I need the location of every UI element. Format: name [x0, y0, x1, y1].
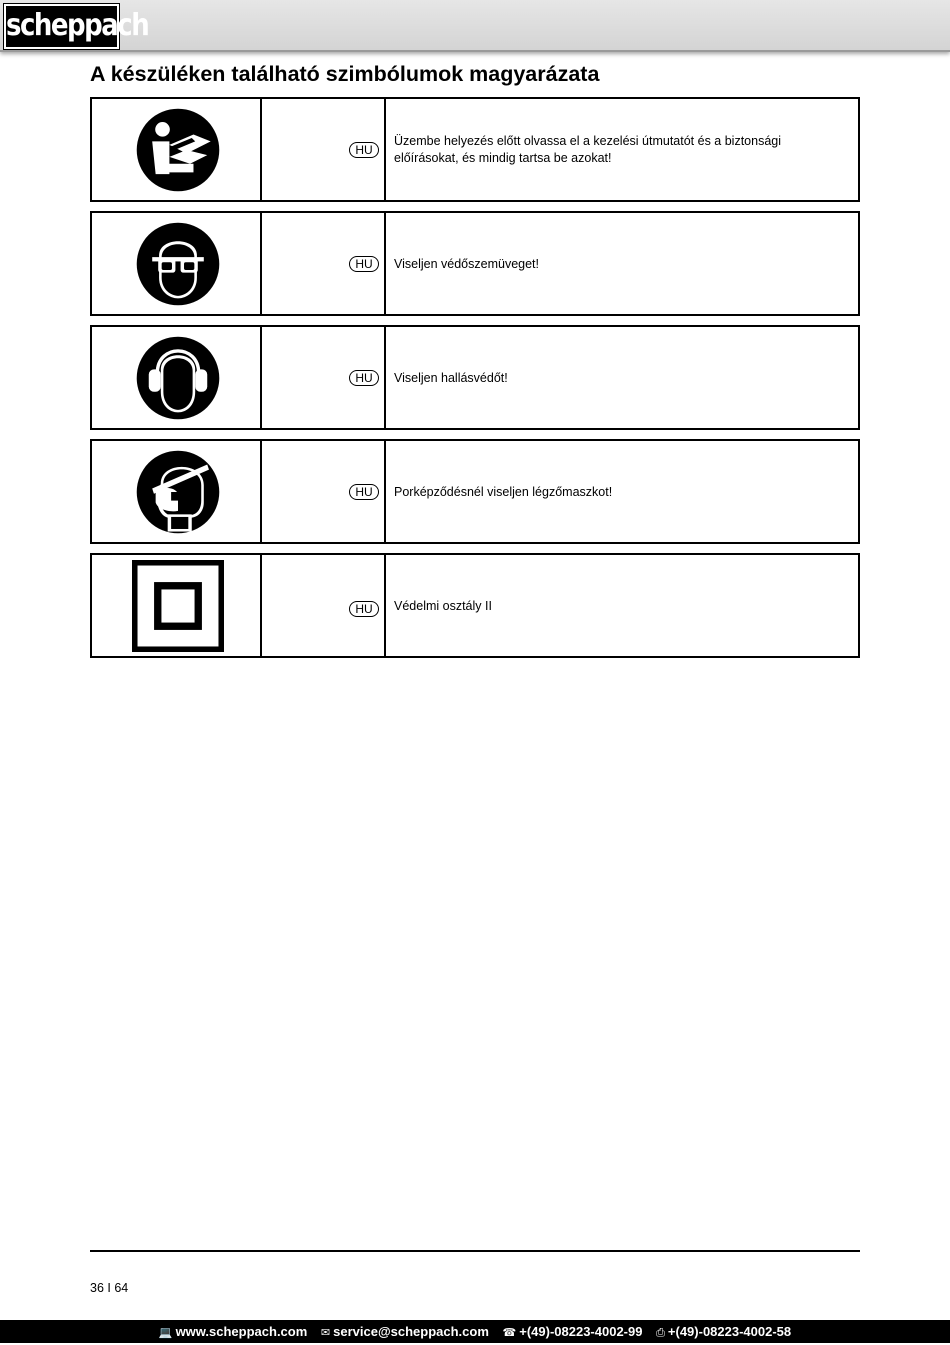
symbol-row-ear-protection — [90, 325, 860, 430]
language-badge: HU — [349, 142, 379, 158]
symbol-description: Viseljen hallásvédőt! — [394, 371, 508, 385]
symbol-description: Viseljen védőszemüveget! — [394, 257, 539, 271]
respirator-mask-icon — [135, 449, 221, 535]
symbol-description: Porképződésnél viseljen légzőmaszkot! — [394, 485, 613, 499]
computer-icon: 💻 — [158, 1327, 173, 1339]
symbol-row-safety-goggles — [90, 211, 860, 316]
language-badge: HU — [349, 256, 379, 272]
email-link[interactable]: service@scheppach.com — [333, 1324, 489, 1339]
brand-logo: scheppach — [4, 4, 119, 49]
protection-class-ii-icon — [132, 560, 224, 652]
contact-footer — [0, 1320, 950, 1343]
ear-protection-icon — [135, 335, 221, 421]
fax-icon: ⎙ — [656, 1327, 665, 1339]
symbol-description: Üzembe helyezés előtt olvassa el a kezelési útmutatót és a biztonsági előírásokat, és mindig tartsa be azokat! — [394, 134, 782, 165]
website-link[interactable]: www.scheppach.com — [175, 1324, 308, 1339]
symbol-row-protection-class — [90, 553, 860, 658]
fax-number: +(49)-08223-4002-58 — [667, 1324, 792, 1339]
read-manual-icon — [135, 107, 221, 193]
symbol-description: Védelmi osztály II — [394, 599, 492, 613]
language-badge: HU — [349, 601, 379, 617]
safety-goggles-icon — [135, 221, 221, 307]
page-title: A készüléken található szimbólumok magyarázata — [90, 62, 600, 86]
symbol-row-respirator-mask — [90, 439, 860, 544]
phone-icon: ☎ — [502, 1327, 517, 1339]
footer-divider — [90, 1250, 860, 1252]
language-badge: HU — [349, 484, 379, 500]
email-icon: ✉ — [320, 1327, 331, 1339]
symbol-row-read-manual — [90, 97, 860, 202]
page-header — [0, 0, 950, 52]
phone-number: +(49)-08223-4002-99 — [519, 1324, 643, 1339]
page-number: 36 I 64 — [90, 1281, 129, 1295]
language-badge: HU — [349, 370, 379, 386]
